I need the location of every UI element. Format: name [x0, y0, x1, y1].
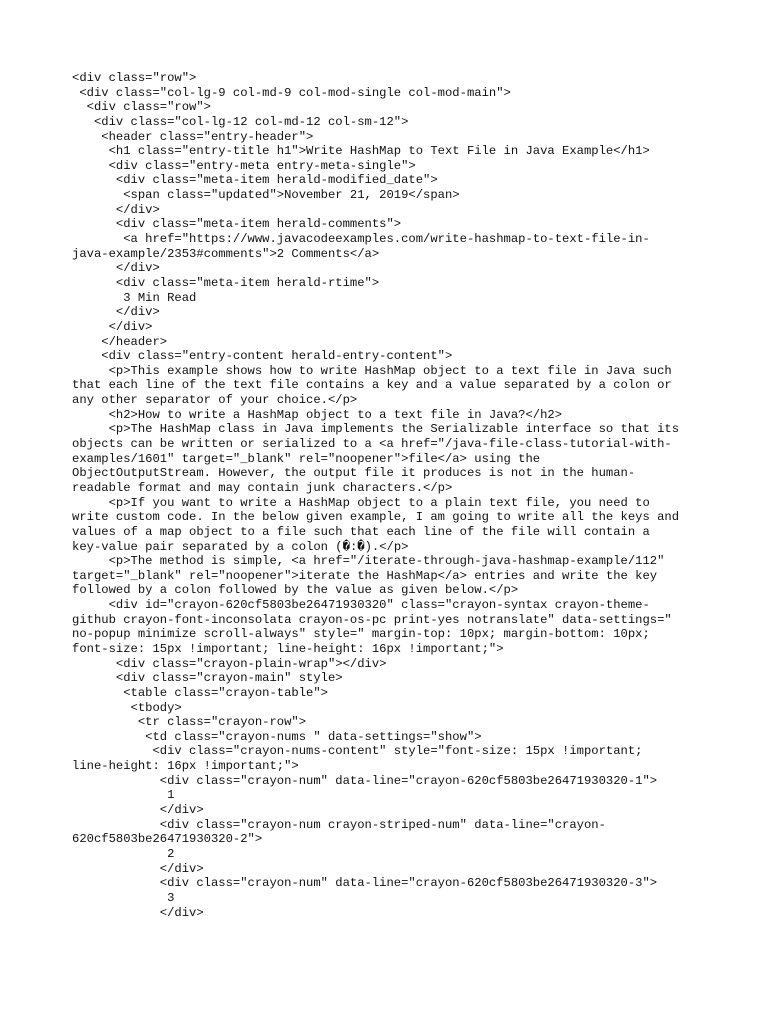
source-line: </div>: [72, 202, 160, 217]
source-line: <div class="col-lg-12 col-md-12 col-sm-12">: [72, 114, 409, 129]
source-line: <span class="updated">November 21, 2019</span>: [72, 188, 460, 203]
source-line: <td class="crayon-nums " data-settings="show">: [72, 729, 482, 744]
source-line: <div class="meta-item herald-comments">: [72, 217, 402, 232]
source-line: write custom code. In the below given example, I am going to write all the keys and: [72, 510, 680, 525]
source-line: <div class="crayon-nums-content" style="font-size: 15px !important;: [72, 744, 643, 759]
source-line: <h1 class="entry-title h1">Write HashMap to Text File in Java Example</h1>: [72, 144, 650, 159]
source-line: <div class="crayon-num crayon-striped-num" data-line="crayon-: [72, 817, 606, 832]
source-line: <div class="crayon-plain-wrap"></div>: [72, 656, 387, 671]
source-line: <div id="crayon-620cf5803be26471930320" class="crayon-syntax crayon-theme-: [72, 598, 650, 613]
source-line: <p>This example shows how to write HashMap object to a text file in Java such: [72, 363, 672, 378]
source-line: </div>: [72, 905, 204, 920]
source-line: objects can be written or serialized to a <a href="/java-file-class-tutorial-with-: [72, 437, 672, 452]
source-line: target="_blank" rel="noopener">iterate the HashMap</a> entries and write the key: [72, 568, 658, 583]
source-line: key-value pair separated by a colon (�:�).</p>: [72, 539, 409, 554]
source-line: <div class="row">: [72, 71, 197, 85]
source-line: <h2>How to write a HashMap object to a text file in Java?</h2>: [72, 407, 563, 422]
document-page: [72, 71, 712, 920]
source-line: </div>: [72, 261, 160, 276]
source-line: <div class="col-lg-9 col-md-9 col-mod-single col-mod-main">: [72, 85, 511, 100]
source-line: <p>The method is simple, <a href="/iterate-through-java-hashmap-example/112": [72, 554, 665, 569]
source-line: 3 Min Read: [72, 290, 197, 305]
source-line: <p>The HashMap class in Java implements the Serializable interface so that its: [72, 422, 680, 437]
source-line: github crayon-font-inconsolata crayon-os-pc print-yes notranslate" data-settings=": [72, 612, 672, 627]
source-line: readable format and may contain junk characters.</p>: [72, 480, 453, 495]
source-line: followed by a colon followed by the value as given below.</p>: [72, 583, 519, 598]
source-line: <tr class="crayon-row">: [72, 715, 307, 730]
source-line: <div class="row">: [72, 100, 211, 115]
source-line: 620cf5803be26471930320-2">: [72, 832, 263, 847]
source-line: </div>: [72, 803, 204, 818]
source-line: </header>: [72, 334, 168, 349]
source-line: examples/1601" target="_blank" rel="noopener">file</a> using the: [72, 451, 541, 466]
source-line: <div class="crayon-num" data-line="crayon-620cf5803be26471930320-3">: [72, 876, 658, 891]
source-line: <div class="meta-item herald-rtime">: [72, 275, 380, 290]
source-line: <div class="entry-meta entry-meta-single">: [72, 158, 416, 173]
source-line: <a href="https://www.javacodeexamples.com/write-hashmap-to-text-file-in-: [72, 232, 650, 247]
source-line: 1: [72, 788, 175, 803]
source-line: <tbody>: [72, 700, 182, 715]
source-line: 3: [72, 890, 175, 905]
source-line: </div>: [72, 319, 153, 334]
source-line: that each line of the text file contains a key and a value separated by a colon or: [72, 378, 672, 393]
source-line: <div class="crayon-num" data-line="crayon-620cf5803be26471930320-1">: [72, 773, 658, 788]
source-line: no-popup minimize scroll-always" style=" margin-top: 10px; margin-bottom: 10px;: [72, 627, 650, 642]
source-line: font-size: 15px !important; line-height: 16px !important;">: [72, 641, 504, 656]
source-line: <div class="entry-content herald-entry-content">: [72, 349, 453, 364]
source-line: <table class="crayon-table">: [72, 685, 328, 700]
source-line: values of a map object to a file such that each line of the file will contain a: [72, 524, 650, 539]
source-line: line-height: 16px !important;">: [72, 759, 299, 774]
source-line: <header class="entry-header">: [72, 129, 314, 144]
source-line: <div class="meta-item herald-modified_date">: [72, 173, 438, 188]
source-line: </div>: [72, 305, 160, 320]
source-line: <p>If you want to write a HashMap object to a plain text file, you need to: [72, 495, 650, 510]
source-line: any other separator of your choice.</p>: [72, 393, 358, 408]
source-line: </div>: [72, 861, 204, 876]
source-line: 2: [72, 846, 175, 861]
source-line: <div class="crayon-main" style>: [72, 671, 343, 686]
source-line: ObjectOutputStream. However, the output file it produces is not in the human-: [72, 466, 636, 481]
source-line: java-example/2353#comments">2 Comments</a>: [72, 246, 380, 261]
